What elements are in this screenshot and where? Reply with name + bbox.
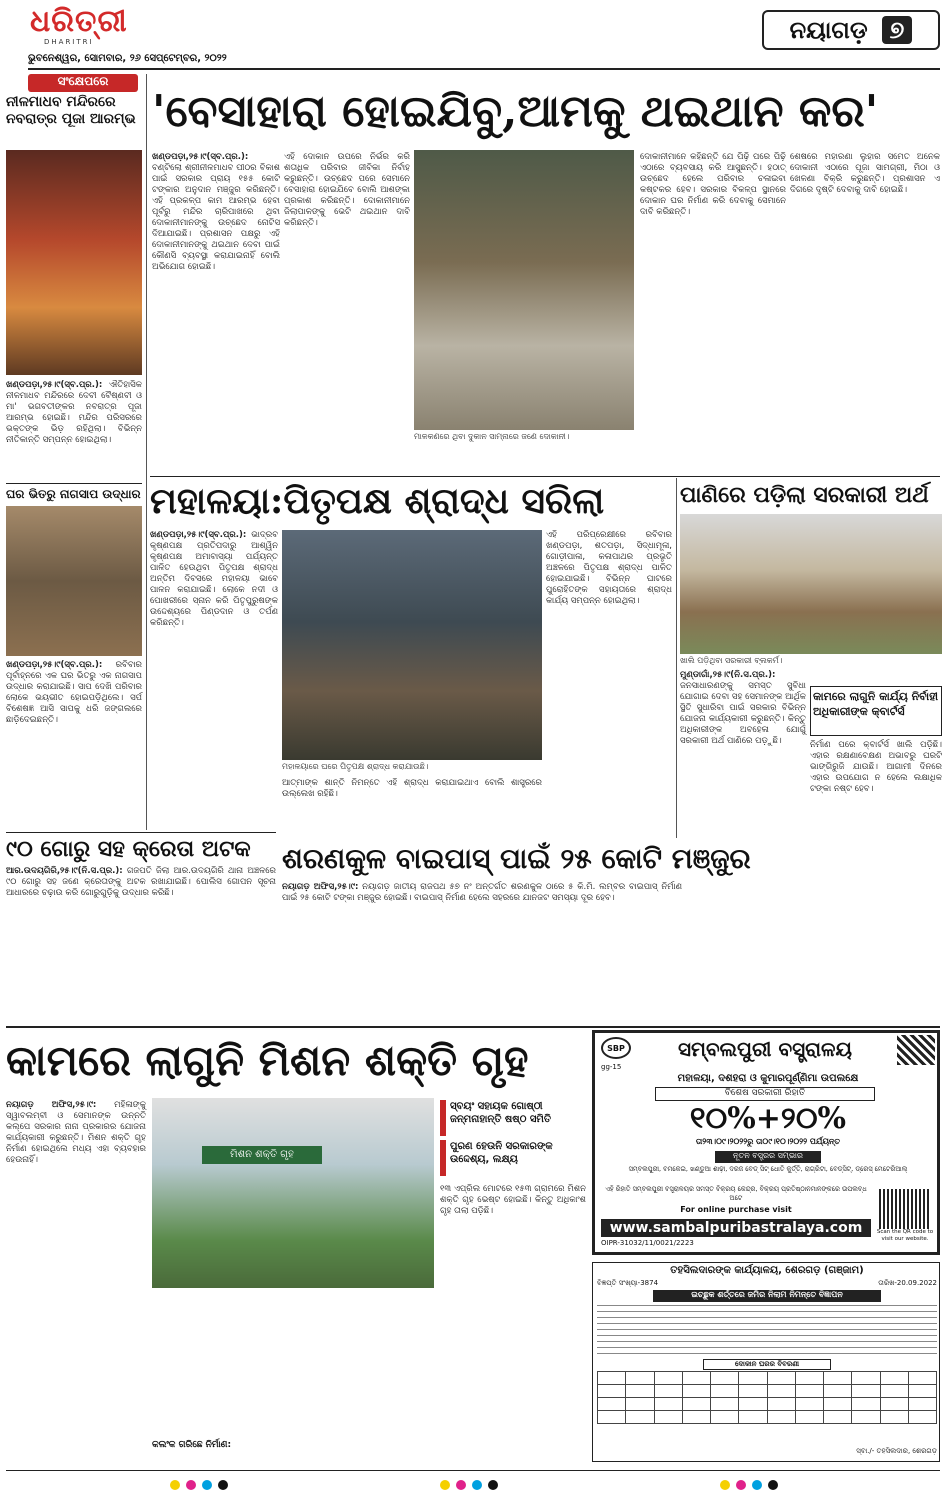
sbp-items: ସମ୍ବଲପୁରୀ, ବମକେଇ, ଖଣ୍ଡୁଆ ଶାଢ଼ୀ, ଦରଜ ବେଡ୍ ସିଟ୍ ଧୋତି କୁର୍ତ୍ତି, ରାଗ୍ରିଟା, ବେଡ୍‌ସିଟ୍, ଡ୍ରେସ୍ ମେଟେରିଆଲ୍ [628, 1165, 908, 1173]
sbp-note: ଏହି ରିହାତି ସମ୍ବଲପୁରୀ ବସ୍ତ୍ରାଳୟର ସମସ୍ତ ବିକ୍ରୟ କେନ୍ଦ୍ର, ବିକ୍ରୟ ପ୍ରତିଷ୍ଠାନମାନଙ୍କରେ ଉପଲବ୍ଧ ଅଟେ [605, 1185, 867, 1202]
brief-divider [6, 483, 142, 484]
sbp-new-arrival: ନୂତନ ବସ୍ତ୍ରର ସମ୍ଭାର [715, 1151, 821, 1163]
footer-rule [6, 1470, 940, 1471]
tender-body-lines [597, 1305, 937, 1357]
masthead-rule [28, 68, 940, 70]
bypass-body: ନୟାଗଡ଼ ଅଫିସ,୨୫।୯: ନୟାଗଡ଼ ଜାତୀୟ ରାଜପଥ ୫୭ ନଂ ଅନ୍ତର୍ଗତ ଶରଣକୁଳ ଠାରେ ୫ କି.ମି. ଲମ୍ବର ବାଇପାସ୍ ନିର୍ମାଣ ପାଇଁ ୨୫ କୋଟି ଟଙ୍କା ମଞ୍ଜୁର ହୋଇଛି। ବାଇପାସ୍ ନିର୍ମାଣ ହେଲେ ସହରରେ ଯାନଜଟ ସମସ୍ୟା ଦୂର ହେବ। [282, 882, 683, 903]
lead-col3: ଦୋକାନୀମାନେ କହିଛନ୍ତି ଯେ ପିଢ଼ି ପରେ ପିଢ଼ି ଏଠାରେ ବ୍ୟବସାୟ କରି ଆସୁଛନ୍ତି। ହଠାତ୍ ଉଚ୍ଛେଦ ହେଲେ ପରିବାର ଚଳାଇବା କଷ୍ଟକର ହେବ। ସରକାର ବିକଳ୍ପ ସ୍ଥାନରେ ଦୋକାନ ଘର ନିର୍ମାଣ କରି ଦେବାକୁ ସେମାନେ ଦାବି କରିଛନ୍ତି। [640, 152, 786, 217]
mahalaya-col1: ଖଣ୍ଡପଡ଼ା,୨୫।୯(ସ୍ବ.ପ୍ର.): ଭାଦ୍ରବ କୃଷ୍ଣପକ୍ଷ ପ୍ରତିପଦାରୁ ଆଶ୍ୱିନ କୃଷ୍ଣପକ୍ଷ ଅମାବାସ୍ୟା ପର୍ଯ୍ୟନ୍ତ ପାଳିତ ହେଉଥିବା ପିତୃପକ୍ଷ ଶ୍ରାଦ୍ଧ ଅନ୍ତିମ ଦିବସରେ ମହାଳୟା ଭାବେ ପାଳନ କରାଯାଇଛି। ଲୋକେ ନଦୀ ଓ ପୋଖରୀରେ ସ୍ନାନ କରି ପିତୃପୁରୁଷଙ୍କ ଉଦ୍ଦେଶ୍ୟରେ ପିଣ୍ଡଦାନ ଓ ତର୍ପଣ କରିଛନ୍ତି। [150, 530, 278, 628]
mission-footer: କଲଂକ ଗରିଛେ ନିର୍ମାଣ: [152, 1440, 232, 1450]
page-number: ୭ [882, 16, 913, 44]
cattle-divider [6, 832, 276, 833]
brief-item1-title: ନୀଳମାଧବ ମନ୍ଦିରରେ ନବରାତ୍ର ପୂଜା ଆରମ୍ଭ [6, 94, 136, 127]
panire-col2: ନିର୍ମାଣ ପରେ କ୍ବାର୍ଟର୍ସ ଖାଲି ପଡ଼ିଛି। ଏହାର ରକ୍ଷଣାବେକ୍ଷଣ ଅଭାବରୁ ଘରଟି ଭାଙ୍ଗିରୁଜି ଯାଉଛି। ଆଗାମୀ ଦିନରେ ଏହାର ଉପଯୋଗ ନ ହେଲେ ଲକ୍ଷାଧିକ ଟଙ୍କା ନଷ୍ଟ ହେବ। [810, 740, 942, 794]
mission-info-box [440, 1100, 584, 1180]
lead-col2: ଏହି ଦୋକାନ ଉପରେ ନିର୍ଭର କରି ଶତାଧିକ ପରିବାର ଜୀବିକା ନିର୍ବାହ କରୁଛନ୍ତି। ଉଚ୍ଛେଦ ପରେ ସେମାନେ ବେସାହାରା ହୋଇଯିବେ ବୋଲି ଆଶଙ୍କା ପ୍ରକାଶ କରିଛନ୍ତି। ଦୋକାନୀମାନେ ଜିଲାପାଳଙ୍କୁ ଭେଟି ଥଇଥାନ ଦାବି କରିଛନ୍ତି। [284, 152, 410, 228]
cattle-headline: ୯୦ ଗୋରୁ ସହ କ୍ରେତା ଅଟକ [6, 836, 251, 862]
logo-subtext: DHARITRI [44, 38, 94, 46]
tender-notice-no: ବିଜ୍ଞପ୍ତି ସଂଖ୍ୟା-3874 [597, 1279, 659, 1287]
yellow-dot-icon [720, 1480, 730, 1490]
qr-code-icon[interactable] [879, 1189, 929, 1229]
mission-sign: ମିଶନ ଶକ୍ତି ଗୃହ [202, 1146, 322, 1164]
sbp-offer-sub: ବିଶେଷ ସରକାରୀ ରିହାତି [655, 1087, 875, 1101]
brief-item1-body: ଖଣ୍ଡପଡ଼ା,୨୫।୯(ସ୍ବ.ପ୍ର.): ଐତିହାସିକ ନୀଳମାଧବ ମନ୍ଦିରରେ ଦେବୀ ବୈଷ୍ଣବୀ ଓ ମା' ଭଗବତୀଙ୍କର ନବରାତ୍ର ପୂଜା ଆରମ୍ଭ ହୋଇଛି। ମନ୍ଦିର ପରିସରରେ ଭକ୍ତଙ୍କ ଭିଡ଼ ରହିଥିଲା। ବିଭିନ୍ନ ନୀତିକାନ୍ତି ସମ୍ପନ୍ନ ହୋଇଥିଲା। [6, 380, 142, 445]
mission-col-c [152, 1292, 434, 1442]
panire-headline: ପାଣିରେ ପଡ଼ିଲା ସରକାରୀ ଅର୍ଥ [680, 482, 929, 508]
cattle-body: ଆର.ଉଦୟଗିରି,୨୫।୯(ନି.ସ.ପ୍ର.): ଗଜପତି ଜିଲା ଆର.ଉଦୟଗିରି ଥାନା ଅଞ୍ଚଳରେ ୯୦ ଗୋରୁ ସହ ଜଣେ କ୍ରେତାଙ୍କୁ ଅଟକ ରଖାଯାଇଛି। ପୋଲିସ ଗୋପନ ସୂଚନା ଆଧାରରେ ଚଢ଼ାଉ କରି ଗୋରୁଗୁଡ଼ିକୁ ଉଦ୍ଧାର କରିଛି। [6, 866, 277, 898]
mahalaya-photo [282, 530, 542, 760]
mission-headline: କାମରେ ଲାଗୁନି ମିଶନ ଶକ୍ତି ଗୃହ [6, 1036, 529, 1085]
lead-col4: ଶେଷରେ ମହାରଣା ଲୁହାର ସମେତ ଅନେକ ଦୋକାନୀ ଏଠାରେ ପୂଜା ସାମଗ୍ରୀ, ମିଠା ଓ ଖେଳଣା ବିକ୍ରି କରୁଛନ୍ତି। ପ୍ରଶାସନ ଏ ଦିଗରେ ଦୃଷ୍ଟି ଦେବାକୁ ଦାବି ହୋଇଛି। [790, 152, 940, 195]
sbp-online: For online purchase visit [680, 1205, 792, 1214]
cyan-dot-icon [752, 1480, 762, 1490]
magenta-dot-icon [456, 1480, 466, 1490]
temple-idol-photo [6, 150, 142, 375]
sbp-ornament-icon [897, 1035, 935, 1065]
mission-info1: ସ୍ବୟଂ ସହାୟକ ଗୋଷ୍ଠୀ ଜନ୍ମନାହାନ୍ତି ଷଷ୍ଠ ସମିତି [440, 1100, 584, 1136]
black-dot-icon [218, 1480, 228, 1490]
brief-item2-body: ଖଣ୍ଡପଡ଼ା,୨୫।୯(ସ୍ବ.ପ୍ର.): ରବିବାର ପୂର୍ବାହ୍ନରେ ଏକ ଘର ଭିତରୁ ଏକ ନାଗସାପ ଉଦ୍ଧାର କରାଯାଇଛି। ସାପ ଦେଖି ପରିବାର ଲୋକେ ଭୟଭୀତ ହୋଇପଡ଼ିଥିଲେ। ସର୍ପ ବିଶେଷଜ୍ଞ ଆସି ସାପକୁ ଧରି ଜଙ୍ଗଲରେ ଛାଡ଼ିଦେଇଛନ୍ତି। [6, 660, 142, 725]
mission-body: ନୟାଗଡ଼ ଅଫିସ,୨୫।୯: ମହିଳାଙ୍କୁ ସ୍ୱାବଲମ୍ବୀ ଓ ସେମାନଙ୍କ ଉନ୍ନତି କଲ୍ପେ ସରକାର ନାନା ପ୍ରକାରର ଯୋଜନା କାର୍ଯ୍ୟକାରୀ କରୁଛନ୍ତି। ମିଶନ ଶକ୍ତି ଗୃହ ନିର୍ମାଣ ହୋଇଥିଲେ ମଧ୍ୟ ଏହା ବ୍ୟବହାର ହେଉନାହିଁ। [6, 1100, 146, 1165]
lead-photo-caption: ମାଳକଣରେ ଥିବା ଦୁକାନ ସାମ୍ନାରେ ଜଣେ ଦୋକାନୀ। [414, 432, 570, 441]
ad-sambalpuri [592, 1030, 940, 1255]
sbp-url-link[interactable]: www.sambalpuribastralaya.com [601, 1219, 871, 1237]
tender-table [597, 1371, 937, 1433]
brief-tag: ସଂକ୍ଷେପରେ [28, 74, 138, 92]
mahalaya-col2: ଏହି ପରିପ୍ରେକ୍ଷୀରେ ରବିବାର ଖଣ୍ଡପଡ଼ା, ଶତପଡ଼ା, ସିଦ୍ଧାମୂଳା, ଗୋଡ଼ୀପାଳା, କଳାପାଥର ପ୍ରଭୃତି ଅଞ୍ଚଳରେ ପିତୃପକ୍ଷ ଶ୍ରାଦ୍ଧ ପାଳିତ ହୋଇଯାଇଛି। ବିଭିନ୍ନ ଘାଟରେ ପୁରୋହିତଙ୍କ ସହାୟତାରେ ଶ୍ରାଦ୍ଧ କାର୍ଯ୍ୟ ସମ୍ପନ୍ନ ହୋଇଥିଲା। [546, 530, 672, 606]
mahalaya-tail: ଆତ୍ମାଙ୍କ ଶାନ୍ତି ନିମନ୍ତେ ଏହି ଶ୍ରାଦ୍ଧ କରାଯାଇଥାଏ ବୋଲି ଶାସ୍ତ୍ରରେ ଉଲ୍ଲେଖ ରହିଛି। [282, 778, 542, 799]
tender-title: ତହସିଲଦାରଙ୍କ କାର୍ଯ୍ୟାଳୟ, ଶେରଗଡ଼ (ଗଞ୍ଜାମ) [670, 1265, 864, 1276]
page-section-box [762, 10, 940, 50]
black-dot-icon [768, 1480, 778, 1490]
cyan-dot-icon [472, 1480, 482, 1490]
sbp-ref: OIPR-31032/11/0021/2223 [601, 1239, 694, 1247]
bypass-headline: ଶରଣକୁଳ ବାଇପାସ୍ ପାଇଁ ୨୫ କୋଟି ମଞ୍ଜୁର [282, 842, 751, 875]
print-registration-marks [0, 1476, 945, 1496]
column-rule [676, 478, 677, 838]
sbp-brand: ସମ୍ବଲପୁରୀ ବସ୍ତ୍ରାଳୟ [677, 1037, 852, 1061]
sbp-offer-title: ମହାଳୟା, ଦଶହରା ଓ କୁମାରପୂର୍ଣ୍ଣିମା ଉପଲକ୍ଷେ [677, 1073, 859, 1084]
sbp-badge: gg-15 [601, 1063, 622, 1071]
snake-rescue-photo [6, 506, 142, 656]
sbp-qr-text: Scan the QR code to visit our website. [876, 1229, 934, 1242]
tender-table-title: ଦୋକାନ ଘରର ବିବରଣୀ [703, 1359, 831, 1370]
logo-text: ଧରିତ୍ରୀ [30, 4, 128, 39]
black-dot-icon [488, 1480, 498, 1490]
sbp-discount: ୧୦%+୨୦% [689, 1101, 847, 1136]
masthead-logo [30, 6, 140, 48]
sbp-logo-icon: SBP [601, 1037, 631, 1059]
cyan-dot-icon [202, 1480, 212, 1490]
tender-date: ତାରିଖ-20.09.2022 [878, 1279, 937, 1287]
panire-subheadline: କାମରେ ଲାଗୁନି କାର୍ଯ୍ୟ ନିର୍ବାହୀ ଅଧିକାରୀଙ୍କ କ୍ବାର୍ଟର୍ସ [810, 686, 942, 736]
mahalaya-headline: ମହାଳୟା:ପିତୃପକ୍ଷ ଶ୍ରାଦ୍ଧ ସରିଲା [150, 480, 605, 522]
ad-tender [592, 1262, 940, 1462]
yellow-dot-icon [170, 1480, 180, 1490]
section-divider [6, 1026, 940, 1028]
dateline: ଭୁବନେଶ୍ୱର, ସୋମବାର, ୨୬ ସେପ୍ଟେମ୍ବର, ୨୦୨୨ [28, 53, 227, 64]
brief-item1-dateline: ଖଣ୍ଡପଡ଼ା,୨୫।୯(ସ୍ବ.ପ୍ର.): [6, 380, 103, 390]
magenta-dot-icon [736, 1480, 746, 1490]
brief-item2-title: ଘର ଭିତରୁ ନାଗସାପ ଉଦ୍ଧାର [6, 487, 141, 501]
lead-divider [150, 476, 940, 477]
mission-info2: ପୁରଣ ହେଉନି ସରକାରଙ୍କ ଉଦ୍ଦେଶ୍ୟ, ଲକ୍ଷ୍ୟ [440, 1140, 584, 1176]
tender-subtitle: ଇଚ୍ଛୁକ ଶର୍ତ୍ତରେ ଜମିର ନିଲାମ ନିମନ୍ତେ ବିଜ୍ଞାପନ [653, 1290, 881, 1302]
panire-photo-caption: ଖାଲି ପଡ଼ିଥିବା ସରକାରୀ ବ୍ଲକର୍ମ। [680, 656, 783, 665]
mahalaya-photo-caption: ମହାଳୟାରେ ଘରେ ପିତୃପକ୍ଷ ଶ୍ରାଦ୍ଧ କରାଯାଉଛି। [282, 762, 429, 771]
lead-col1: ଖଣ୍ଡପଡ଼ା,୨୫।୯(ସ୍ବ.ପ୍ର.): ବଣ୍ଟିଲୋ ଶ୍ରୀନୀଳମାଧବ ପୀଠର ବିକାଶ ପାଇଁ ସରକାର ପ୍ରାୟ ୧୫୫ କୋଟି ଟଙ୍କାର ଅନୁଦାନ ମଞ୍ଜୁର କରିଛନ୍ତି। ଏହି ପ୍ରକଳ୍ପ କାମ ଆରମ୍ଭ ହେବା ପୂର୍ବରୁ ମନ୍ଦିର ଚାରିପାଖରେ ଥିବା ଦୋକାନୀମାନଙ୍କୁ ଉଚ୍ଛେଦ ନୋଟିସ ଦିଆଯାଇଛି। ପ୍ରଶାସନ ପକ୍ଷରୁ ଏହି ଦୋକାନୀମାନଙ୍କୁ ଥଇଥାନ ଦେବା ପାଇଁ କୌଣସି ବ୍ୟବସ୍ଥା କରାଯାଇନାହିଁ ବୋଲି ଅଭିଯୋଗ ହୋଇଛି। [152, 152, 280, 272]
section-name: ନୟାଗଡ଼ [789, 16, 868, 44]
mission-photo [152, 1098, 434, 1288]
tender-signature: ସ୍ବା./- ତହସିଲଦାର, ଶେରଗଡ଼ [856, 1447, 937, 1455]
sbp-period: ତା୨୩।୦୯।୨୦୨୨ରୁ ତା୦୯।୧୦।୨୦୨୨ ପର୍ଯ୍ୟନ୍ତ [695, 1137, 841, 1146]
lead-photo-shop [414, 150, 634, 430]
panire-photo [680, 514, 942, 654]
magenta-dot-icon [186, 1480, 196, 1490]
lead-headline: 'ବେସାହାରା ହୋଇଯିବୁ,ଆମକୁ ଥଇଥାନ କର' [152, 86, 879, 137]
panire-col1: ମୁଣ୍ଡାଗାଁ,୨୫।୯(ନି.ସ.ପ୍ର.): ଜନସାଧାରଣଙ୍କୁ ସମସ୍ତ ସୁବିଧା ଯୋଗାଇ ଦେବା ସହ ସେମାନଙ୍କ ଆର୍ଥିକ ସ୍ଥିତି ସୁଧାରିବା ପାଇଁ ସରକାର ବିଭିନ୍ନ ଯୋଜନା କାର୍ଯ୍ୟକାରୀ କରୁଛନ୍ତି। କିନ୍ତୁ ଅଧିକାରୀଙ୍କ ଅବହେଳା ଯୋଗୁଁ ସରକାରୀ ଅର୍ଥ ପାଣିରେ ପଡ଼ୁଛି। [680, 670, 806, 746]
yellow-dot-icon [440, 1480, 450, 1490]
column-rule [146, 74, 147, 830]
lead-col3-tail [414, 448, 634, 478]
mission-col-b: ୧୩ ଏପ୍ରିଲ ମୋଟରେ ୧୫୩ ଗ୍ରାମରେ ମିଶନ ଶକ୍ତି ଗୃହ ଭେଷ୍ଟ ହୋଇଛି। କିନ୍ତୁ ଅଧିକାଂଶ ଗୃହ ତାଲା ପଡ଼ିଛି। [440, 1184, 586, 1216]
